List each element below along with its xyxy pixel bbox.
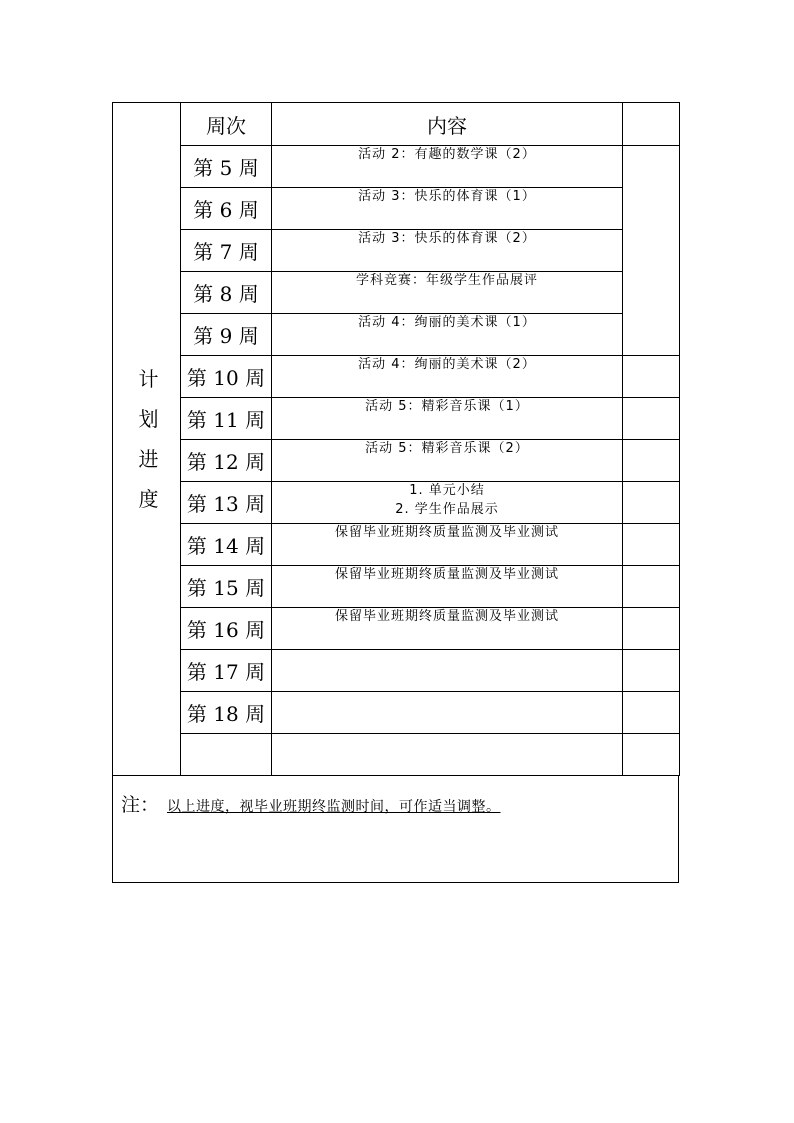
note-cell [623, 524, 680, 566]
content-cell [272, 692, 623, 734]
content-line: 活动 5：精彩音乐课（2） [365, 441, 529, 456]
table-row [113, 692, 680, 734]
content-cell [272, 566, 623, 608]
footer-note-box [112, 776, 679, 883]
week-cell: 第 13 周 [181, 482, 272, 524]
side-label-char: 度 [138, 487, 159, 511]
header-row [113, 103, 680, 146]
table-row [113, 608, 680, 650]
table-row [113, 524, 680, 566]
week-cell: 第 10 周 [181, 356, 272, 398]
header-note [623, 103, 680, 146]
week-cell: 第 8 周 [181, 272, 272, 314]
content-cell [272, 356, 623, 398]
note-cell [623, 734, 680, 776]
note-cell [623, 608, 680, 650]
content-line: 活动 4：绚丽的美术课（1） [358, 315, 536, 330]
week-cell: 第 5 周 [181, 146, 272, 188]
week-cell: 第 18 周 [181, 692, 272, 734]
note-cell [623, 482, 680, 524]
week-cell: 第 16 周 [181, 608, 272, 650]
content-line: 1. 单元小结 [409, 483, 485, 498]
content-cell [272, 314, 623, 356]
content-cell [272, 146, 623, 188]
content-cell [272, 482, 623, 524]
content-line: 活动 3：快乐的体育课（1） [358, 189, 536, 204]
side-label-char: 进 [138, 447, 159, 471]
content-cell [272, 734, 623, 776]
side-label [117, 365, 180, 513]
header-content: 内容 [272, 103, 623, 146]
content-line: 活动 4：绚丽的美术课（2） [358, 357, 536, 372]
content-cell [272, 524, 623, 566]
week-cell: 第 9 周 [181, 314, 272, 356]
content-cell [272, 650, 623, 692]
week-cell: 第 15 周 [181, 566, 272, 608]
note-cell-merged [623, 146, 680, 356]
note-cell [623, 440, 680, 482]
week-cell: 第 7 周 [181, 230, 272, 272]
week-cell: 第 14 周 [181, 524, 272, 566]
plan-table [112, 102, 680, 776]
week-cell: 第 6 周 [181, 188, 272, 230]
table-row [113, 146, 680, 188]
table-row [113, 566, 680, 608]
note-cell [623, 566, 680, 608]
table-row [113, 188, 680, 230]
content-line: 保留毕业班期终质量监测及毕业测试 [334, 525, 559, 540]
week-cell: 第 12 周 [181, 440, 272, 482]
note-cell [623, 398, 680, 440]
note-cell [623, 650, 680, 692]
side-label-char: 划 [138, 407, 159, 431]
footer-note [121, 790, 501, 817]
table-row [113, 482, 680, 524]
table-row-blank [113, 734, 680, 776]
content-line: 学科竞赛：年级学生作品展评 [355, 273, 538, 288]
content-line: 活动 5：精彩音乐课（1） [365, 399, 529, 414]
content-line: 2. 学生作品展示 [395, 502, 499, 517]
note-cell [623, 356, 680, 398]
content-line: 保留毕业班期终质量监测及毕业测试 [334, 567, 559, 582]
week-cell: 第 17 周 [181, 650, 272, 692]
document-page [112, 102, 679, 886]
table-row [113, 356, 680, 398]
table-row [113, 230, 680, 272]
note-cell [623, 692, 680, 734]
footer-prefix: 注： [121, 794, 160, 816]
header-week: 周次 [181, 103, 272, 146]
content-cell [272, 272, 623, 314]
week-cell [181, 734, 272, 776]
content-line: 活动 2：有趣的数学课（2） [358, 147, 536, 162]
table-row [113, 314, 680, 356]
footer-text: 以上进度，视毕业班期终监测时间，可作适当调整。 [167, 799, 501, 815]
week-cell: 第 11 周 [181, 398, 272, 440]
table-row [113, 650, 680, 692]
table-row [113, 398, 680, 440]
side-label-char: 计 [138, 367, 159, 391]
content-cell [272, 230, 623, 272]
table-row [113, 272, 680, 314]
content-cell [272, 608, 623, 650]
content-cell [272, 398, 623, 440]
content-line: 活动 3：快乐的体育课（2） [358, 231, 536, 246]
content-cell [272, 188, 623, 230]
table-row [113, 440, 680, 482]
content-cell [272, 440, 623, 482]
content-line: 保留毕业班期终质量监测及毕业测试 [334, 609, 559, 624]
side-label-cell [113, 103, 181, 776]
